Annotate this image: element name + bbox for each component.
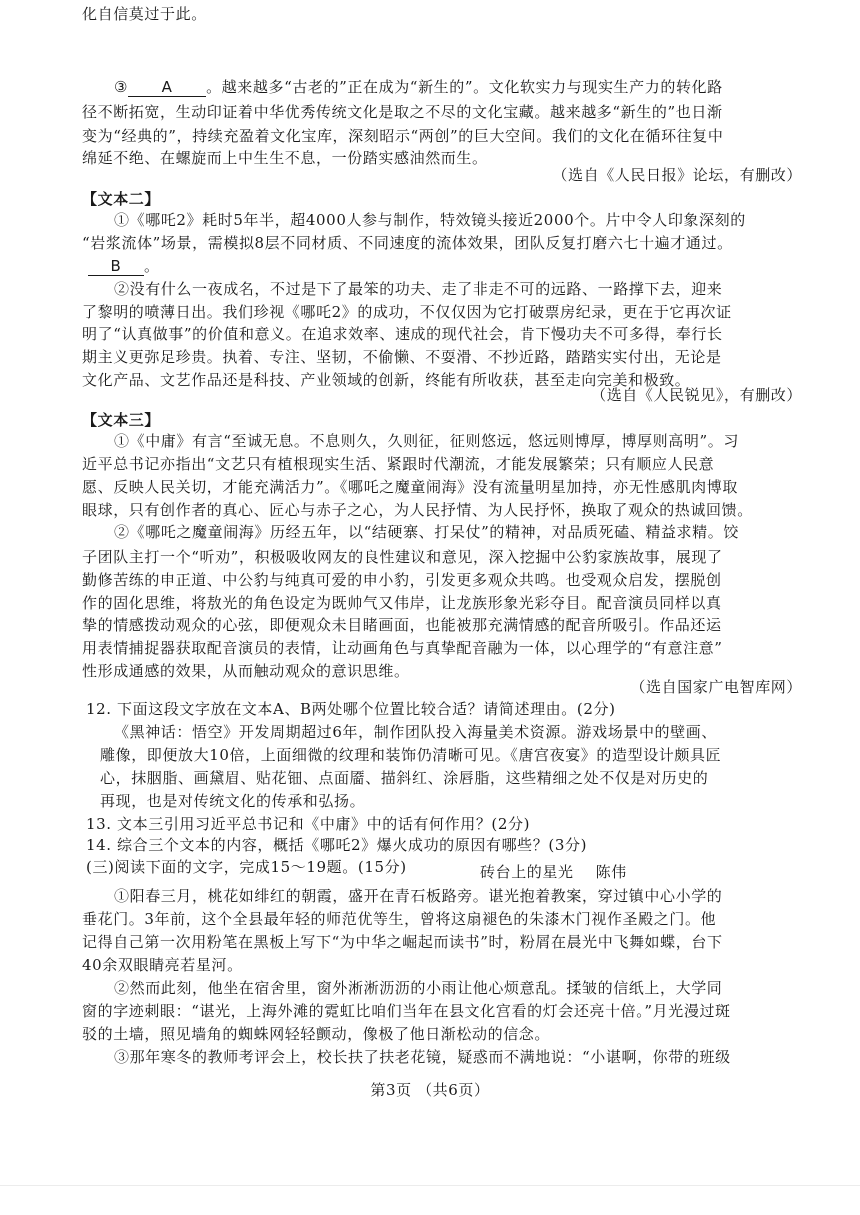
line-text: 。	[144, 257, 160, 275]
text-line	[114, 721, 834, 743]
text-line	[82, 954, 802, 976]
line-text: 径不断拓宽，生动印证着中华优秀传统文化是取之不尽的文化宝藏。越来越多“新生的”也日渐	[82, 103, 723, 121]
text-line	[82, 476, 802, 498]
line-text: （选自《人民日报》论坛，有删改）	[552, 166, 802, 184]
question-line	[86, 698, 806, 720]
text-line	[82, 546, 802, 568]
text-line	[82, 592, 802, 614]
line-text: ①阳春三月，桃花如绯红的朝霞，盛开在青石板路旁。谌光抱着教案，穿过镇中心小学的	[114, 887, 723, 905]
text-line	[82, 931, 802, 953]
text-line	[114, 76, 834, 98]
text-line	[114, 521, 834, 543]
text-line	[114, 1046, 834, 1068]
text-line	[114, 430, 834, 452]
text-line	[100, 767, 820, 789]
line-text: 勤修苦练的申正道、中公豹与纯真可爱的申小豹，引发更多观众共鸣。也受观众启发，摆脱创	[82, 571, 722, 589]
section-header	[82, 409, 802, 431]
line-text: 再现，也是对传统文化的传承和弘扬。	[100, 792, 366, 810]
text-line	[114, 885, 834, 907]
text-line	[82, 1000, 802, 1022]
line-text: 变为“经典的”，持续充盈着文化宝库，深刻昭示“两创”的巨大空间。我们的文化在循环往复中	[82, 127, 724, 145]
text-line	[82, 453, 802, 475]
line-text: 作的固化思维，将敖光的角色设定为既帅气又伟岸，让龙族形象光彩夺目。配音演员同样以真	[82, 594, 722, 612]
line-text: （选自国家广电智库网）	[630, 678, 802, 696]
text-line	[82, 499, 802, 521]
line-text: 驳的土墙，照见墙角的蜘蛛网轻轻颤动，像极了他日渐松动的信念。	[82, 1025, 551, 1043]
line-text: 窗的字迹刺眼：“谌光，上海外滩的霓虹比咱们当年在县文化宫看的灯会还亮十倍。”月光漫过斑	[82, 1002, 731, 1020]
section-header	[82, 188, 802, 210]
text-line	[82, 908, 802, 930]
line-text: 近平总书记亦指出“文艺只有植根现实生活、紧跟时代潮流，才能发展繁荣；只有顺应人民意	[82, 455, 715, 473]
fill-blank: B	[88, 257, 144, 276]
line-text: 记得自己第一次用粉笔在黑板上写下“为中华之崛起而读书”时，粉屑在晨光中飞舞如蝶，台下	[82, 933, 723, 951]
line-text: (三)阅读下面的文字，完成15～19题。(15分)	[86, 858, 407, 876]
line-text: 性形成通感的效果，从而触动观众的意识思维。	[82, 662, 410, 680]
line-text: 【文本三】	[82, 411, 161, 429]
line-text: 垂花门。3年前，这个全县最年轻的师范优等生，曾将这扇褪色的朱漆木门视作圣殿之门。他	[82, 910, 717, 928]
text-line	[82, 125, 802, 147]
source-citation	[630, 676, 802, 698]
page-footer: 第3页 （共6页）	[370, 1081, 490, 1099]
line-text: “岩浆流体”场景，需模拟8层不同材质、不同速度的流体效果，团队反复打磨六七十遍才通过。	[82, 234, 733, 252]
line-text: 期主义更弥足珍贵。执着、专注、坚韧，不偷懒、不耍滑、不抄近路，踏踏实实付出，无论是	[82, 348, 722, 366]
line-text: 12. 下面这段文字放在文本A、B两处哪个位置比较合适？请简述理由。(2分)	[86, 700, 616, 718]
line-text: （选自《人民锐见》，有删改）	[591, 386, 802, 404]
text-line	[114, 209, 834, 231]
line-text: 心，抹胭脂、画黛眉、贴花钿、点面靥、描斜红、涂唇脂，这些精细之处不仅是对历史的	[100, 769, 709, 787]
line-text: 挚的情感拨动观众的心弦，即便观众未目睹画面，也能被那充满情感的配音所吸引。作品还运	[82, 616, 722, 634]
line-text: 子团队主打一个“听劝”，积极吸收网友的良性建议和意见，深入挖掘中公豹家族故事，展现了	[82, 548, 723, 566]
story-title: 砖台上的星光	[480, 863, 574, 881]
text-line	[82, 569, 802, 591]
fill-blank: A	[128, 78, 206, 97]
text-line	[82, 3, 802, 25]
line-text: 。越来越多“古老的”正在成为“新生的”。文化软实力与现实生产力的转化路	[206, 78, 723, 96]
text-line	[82, 301, 802, 323]
scan-edge	[0, 1185, 860, 1186]
text-line	[82, 255, 802, 277]
text-line	[82, 637, 802, 659]
text-line	[100, 744, 820, 766]
line-text: 化自信莫过于此。	[82, 5, 207, 23]
paragraph-number: ③	[114, 78, 129, 96]
line-text: 《黑神话：悟空》开发周期超过6年，制作团队投入海量美术资源。游戏场景中的壁画、	[114, 723, 717, 741]
text-line	[82, 101, 802, 123]
line-text: 雕像，即便放大10倍，上面细微的纹理和装饰仍清晰可见。《唐宫夜宴》的造型设计颇具匠	[100, 746, 722, 764]
line-text: ③那年寒冬的教师考评会上，校长扶了扶老花镜，疑惑而不满地说：“小谌啊，你带的班级	[114, 1048, 731, 1066]
question-line	[86, 856, 806, 878]
source-citation	[552, 164, 802, 186]
text-line	[82, 232, 802, 254]
line-text: 用表情捕捉器获取配音演员的表情，让动画角色与真挚配音融为一体，以心理学的“有意注意”	[82, 639, 723, 657]
text-line	[82, 1023, 802, 1045]
line-text: 绵延不绝、在螺旋而上中生生不息，一份踏实感油然而生。	[82, 149, 488, 167]
line-text: 明了“认真做事”的价值和意义。在追求效率、速成的现代社会，肯下慢功夫不可多得，奉行长	[82, 325, 723, 343]
line-text: ②没有什么一夜成名，不过是下了最笨的功夫、走了非走不可的远路、一路撑下去，迎来	[114, 280, 723, 298]
text-line	[114, 977, 834, 999]
line-text: 文化产品、文艺作品还是科技、产业领域的创新，终能有所收获，甚至走向完美和极致。	[82, 371, 691, 389]
story-author: 陈伟	[595, 863, 627, 881]
line-text: 14. 综合三个文本的内容，概括《哪吒2》爆火成功的原因有哪些？(3分)	[86, 836, 588, 854]
line-text: ①《哪吒2》耗时5年半，超4000人参与制作，特效镜头接近2000个。片中令人印象深刻的	[114, 211, 746, 229]
text-line	[82, 323, 802, 345]
text-line	[82, 346, 802, 368]
text-line	[100, 790, 820, 812]
line-text: 了黎明的喷薄日出。我们珍视《哪吒2》的成功，不仅仅因为它打破票房纪录，更在于它再次证	[82, 303, 732, 321]
line-text: 40余双眼睛亮若星河。	[82, 956, 243, 974]
line-text: 愿、反映人民关切，才能充满活力”。《哪吒之魔童闹海》没有流量明星加持，亦无性感肌肉博取	[82, 478, 738, 496]
line-text: ②然而此刻，他坐在宿舍里，窗外淅淅沥沥的小雨让他心烦意乱。揉皱的信纸上，大学同	[114, 979, 723, 997]
text-line	[82, 614, 802, 636]
line-text: 眼球，只有创作者的真心、匠心与赤子之心，为人民抒情、为人民抒怀，换取了观众的热诚回馈。	[82, 501, 753, 519]
line-text: 【文本二】	[82, 190, 161, 208]
source-citation	[591, 384, 802, 406]
line-text: 13. 文本三引用习近平总书记和《中庸》中的话有何作用？(2分)	[86, 815, 531, 833]
text-line	[114, 278, 834, 300]
question-line	[86, 834, 806, 856]
story-title-line	[480, 861, 627, 883]
question-line	[86, 813, 806, 835]
line-text: ②《哪吒之魔童闹海》历经五年，以“结硬寨、打呆仗”的精神，对品质死磕、精益求精。饺	[114, 523, 739, 541]
line-text: ①《中庸》有言“至诚无息。不息则久，久则征，征则悠远，悠远则博厚，博厚则高明”。习	[114, 432, 739, 450]
